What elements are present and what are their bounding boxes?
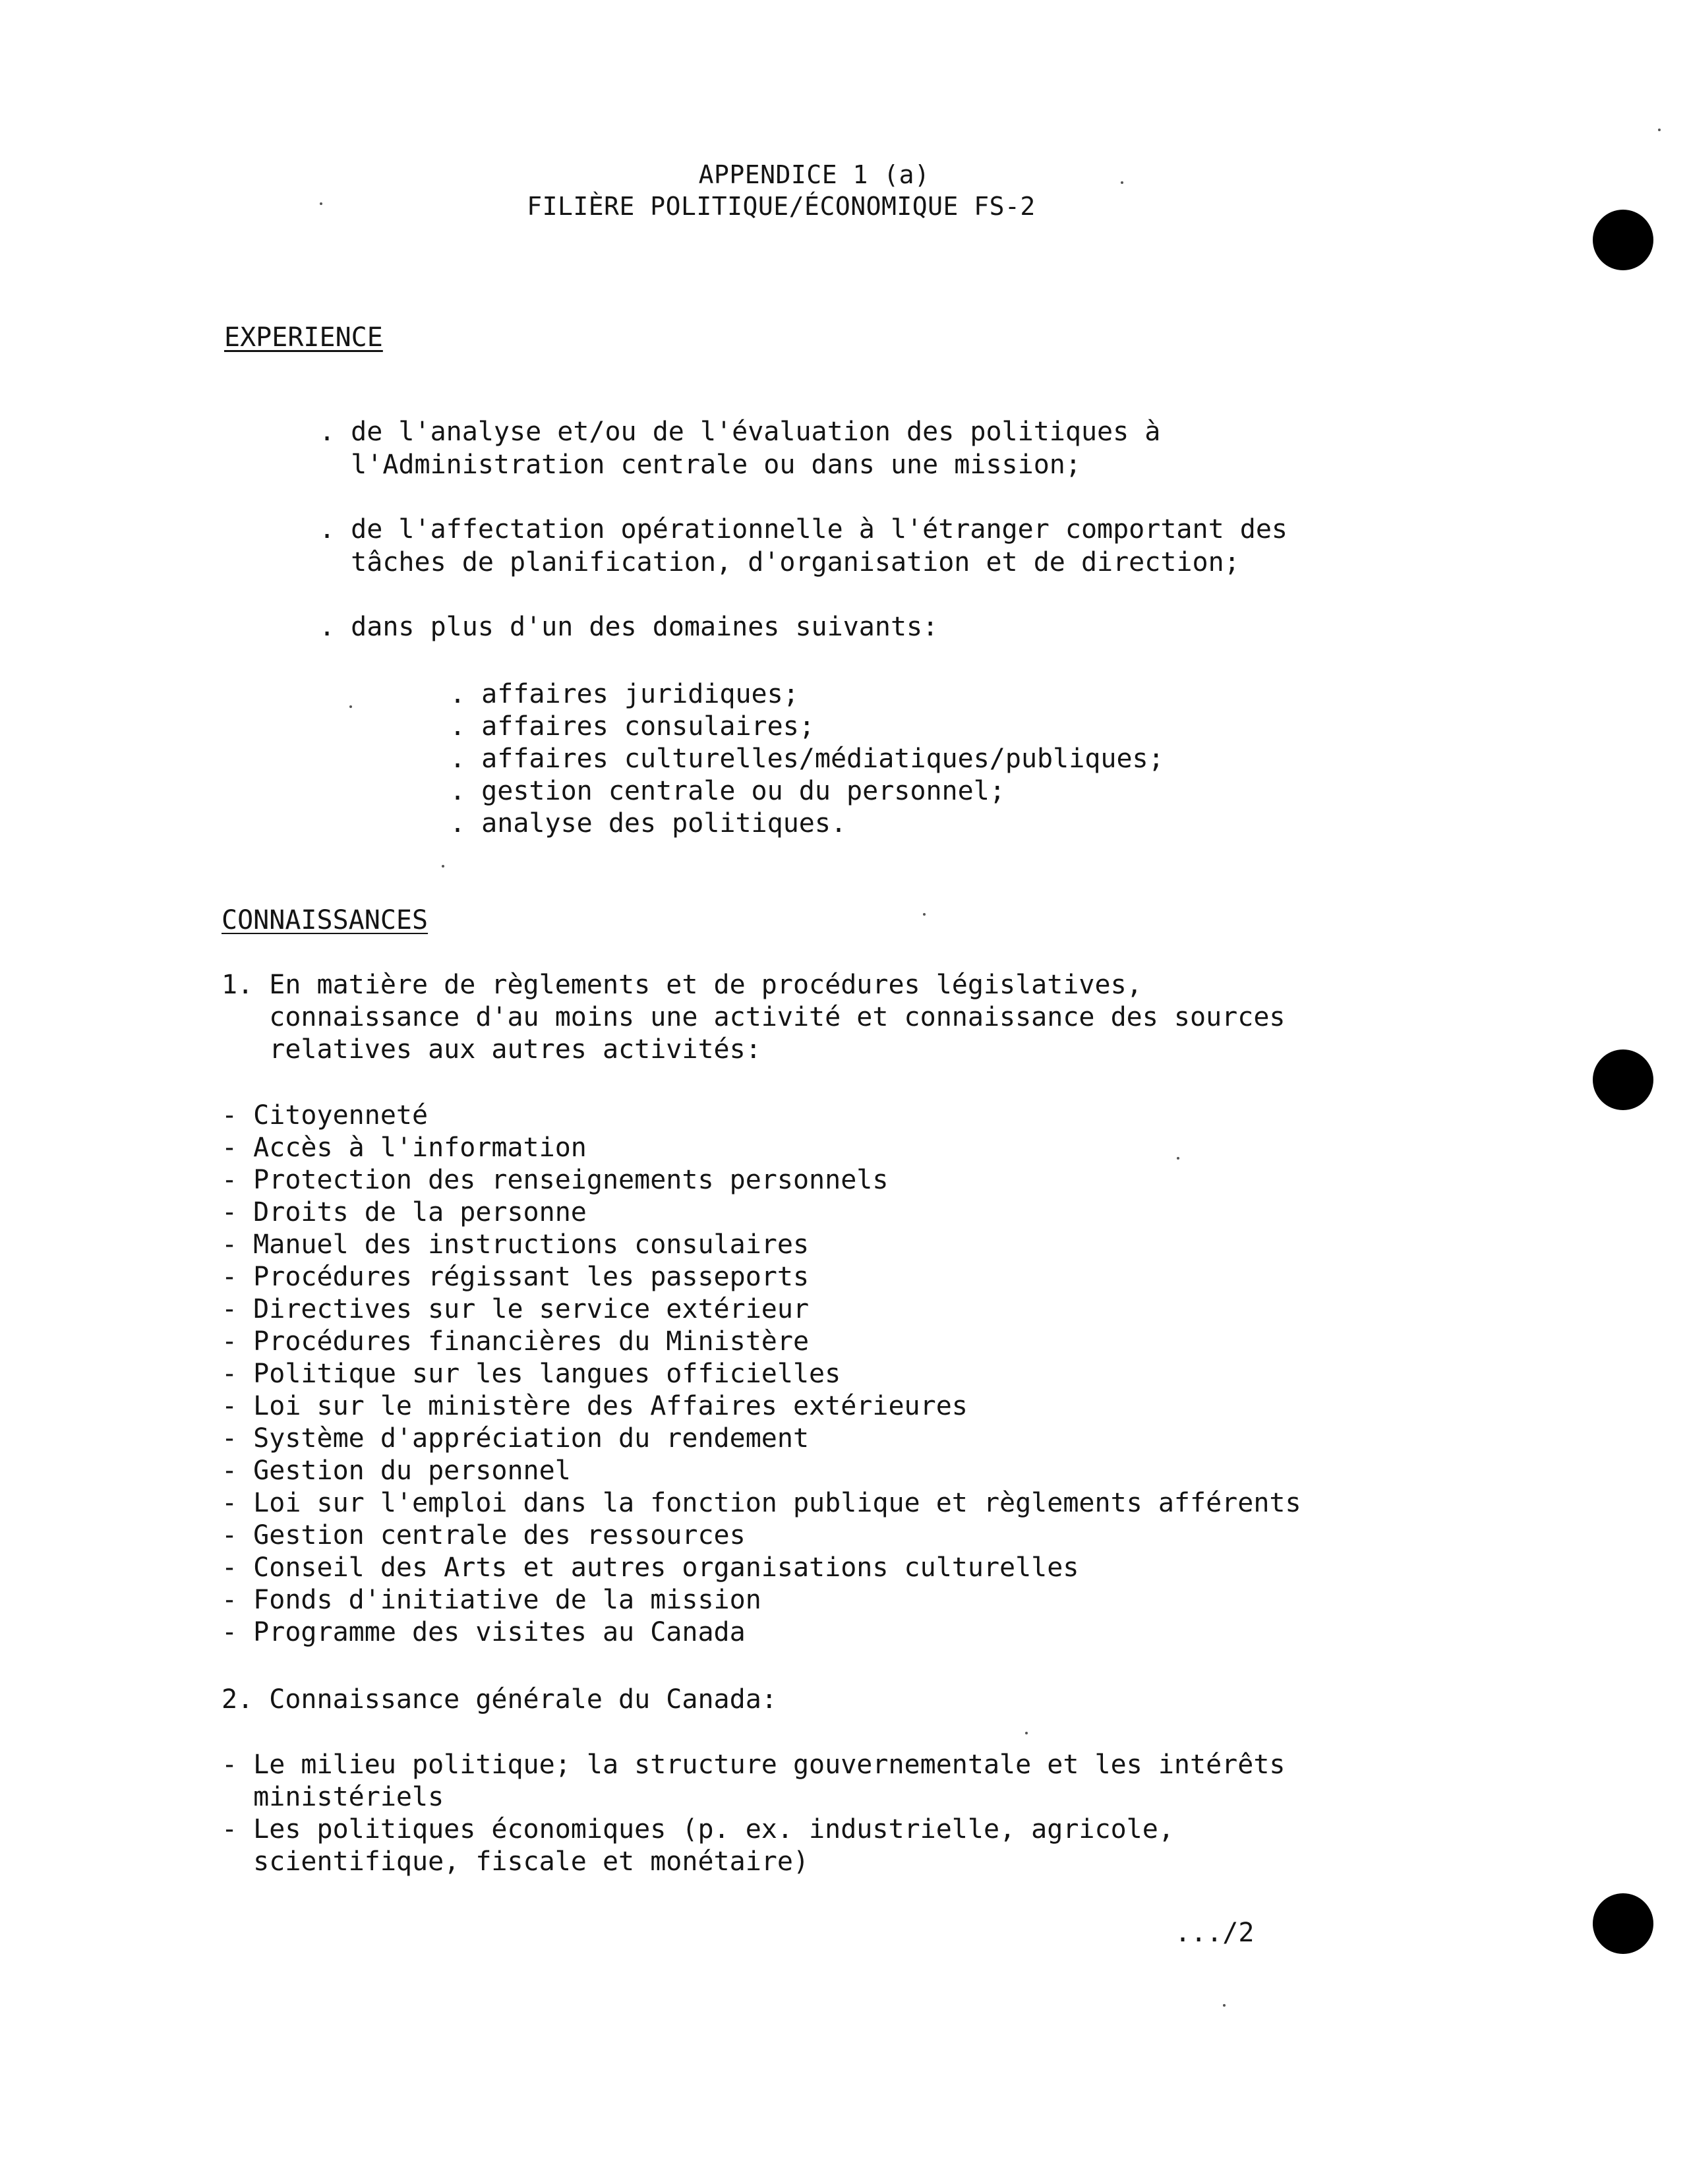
connaissances-heading: CONNAISSANCES — [222, 905, 429, 935]
knowledge-list-item: - Droits de la personne — [222, 1197, 587, 1227]
domain-item: . affaires consulaires; — [450, 711, 815, 742]
knowledge-list-item: - Système d'appréciation du rendement — [222, 1423, 810, 1454]
scan-speck — [442, 865, 444, 868]
experience-item-1-line-2: l'Administration centrale ou dans une mission; — [319, 450, 1081, 480]
scan-speck — [1658, 129, 1661, 131]
canada-item-2-line-2: scientifique, fiscale et monétaire) — [222, 1846, 810, 1877]
knowledge-list-item: - Procédures régissant les passeports — [222, 1262, 810, 1292]
experience-item-2-line-2: tâches de planification, d'organisation et de direction; — [319, 547, 1240, 577]
scan-speck — [320, 202, 322, 205]
page-continuation: .../2 — [1175, 1918, 1255, 1948]
knowledge-point-1-line-1: 1. En matière de règlements et de procédures législatives, — [222, 970, 1142, 1000]
knowledge-list-item: - Conseil des Arts et autres organisations culturelles — [222, 1552, 1079, 1583]
knowledge-list-item: - Gestion centrale des ressources — [222, 1520, 746, 1550]
knowledge-list-item: - Directives sur le service extérieur — [222, 1294, 810, 1324]
knowledge-list-item: - Programme des visites au Canada — [222, 1617, 746, 1647]
experience-item-3-line-1: . dans plus d'un des domaines suivants: — [319, 612, 939, 642]
scan-speck — [1177, 1157, 1179, 1160]
knowledge-list-item: - Politique sur les langues officielles — [222, 1359, 841, 1389]
canada-item-1-line-1: - Le milieu politique; la structure gouvernementale et les intérêts — [222, 1750, 1286, 1780]
scan-speck — [1121, 181, 1123, 184]
canada-item-1-line-2: ministériels — [222, 1782, 444, 1812]
punch-hole-top — [1593, 210, 1653, 270]
knowledge-list-item: - Protection des renseignements personnels — [222, 1165, 889, 1195]
appendix-title: APPENDICE 1 (a) — [698, 160, 930, 189]
punch-hole-middle — [1593, 1049, 1653, 1110]
knowledge-list-item: - Loi sur le ministère des Affaires extérieures — [222, 1391, 968, 1421]
knowledge-list-item: - Procédures financières du Ministère — [222, 1326, 810, 1357]
punch-hole-bottom — [1593, 1893, 1653, 1954]
scan-speck — [1025, 1732, 1028, 1734]
knowledge-list-item: - Fonds d'initiative de la mission — [222, 1585, 761, 1615]
canada-item-2-line-1: - Les politiques économiques (p. ex. industrielle, agricole, — [222, 1814, 1174, 1845]
knowledge-list-item: - Accès à l'information — [222, 1133, 587, 1163]
domain-item: . affaires culturelles/médiatiques/publiques; — [450, 744, 1164, 774]
knowledge-list-item: - Gestion du personnel — [222, 1456, 571, 1486]
scan-speck — [349, 705, 352, 708]
scan-speck — [923, 913, 926, 916]
appendix-subtitle: FILIÈRE POLITIQUE/ÉCONOMIQUE FS-2 — [527, 192, 1036, 221]
experience-item-2-line-1: . de l'affectation opérationnelle à l'étranger comportant des — [319, 514, 1288, 545]
scan-speck — [1223, 2004, 1226, 2007]
domain-item: . analyse des politiques. — [450, 808, 847, 839]
knowledge-point-2: 2. Connaissance générale du Canada: — [222, 1684, 777, 1715]
knowledge-list-item: - Citoyenneté — [222, 1100, 429, 1131]
knowledge-point-1-line-2: connaissance d'au moins une activité et connaissance des sources — [222, 1002, 1286, 1032]
experience-item-1-line-1: . de l'analyse et/ou de l'évaluation des politiques à — [319, 417, 1161, 447]
knowledge-list-item: - Manuel des instructions consulaires — [222, 1229, 810, 1260]
knowledge-point-1-line-3: relatives aux autres activités: — [222, 1034, 761, 1065]
knowledge-list-item: - Loi sur l'emploi dans la fonction publique et règlements afférents — [222, 1488, 1301, 1518]
domain-item: . affaires juridiques; — [450, 679, 799, 709]
domain-item: . gestion centrale ou du personnel; — [450, 776, 1005, 806]
experience-heading: EXPERIENCE — [224, 322, 383, 353]
